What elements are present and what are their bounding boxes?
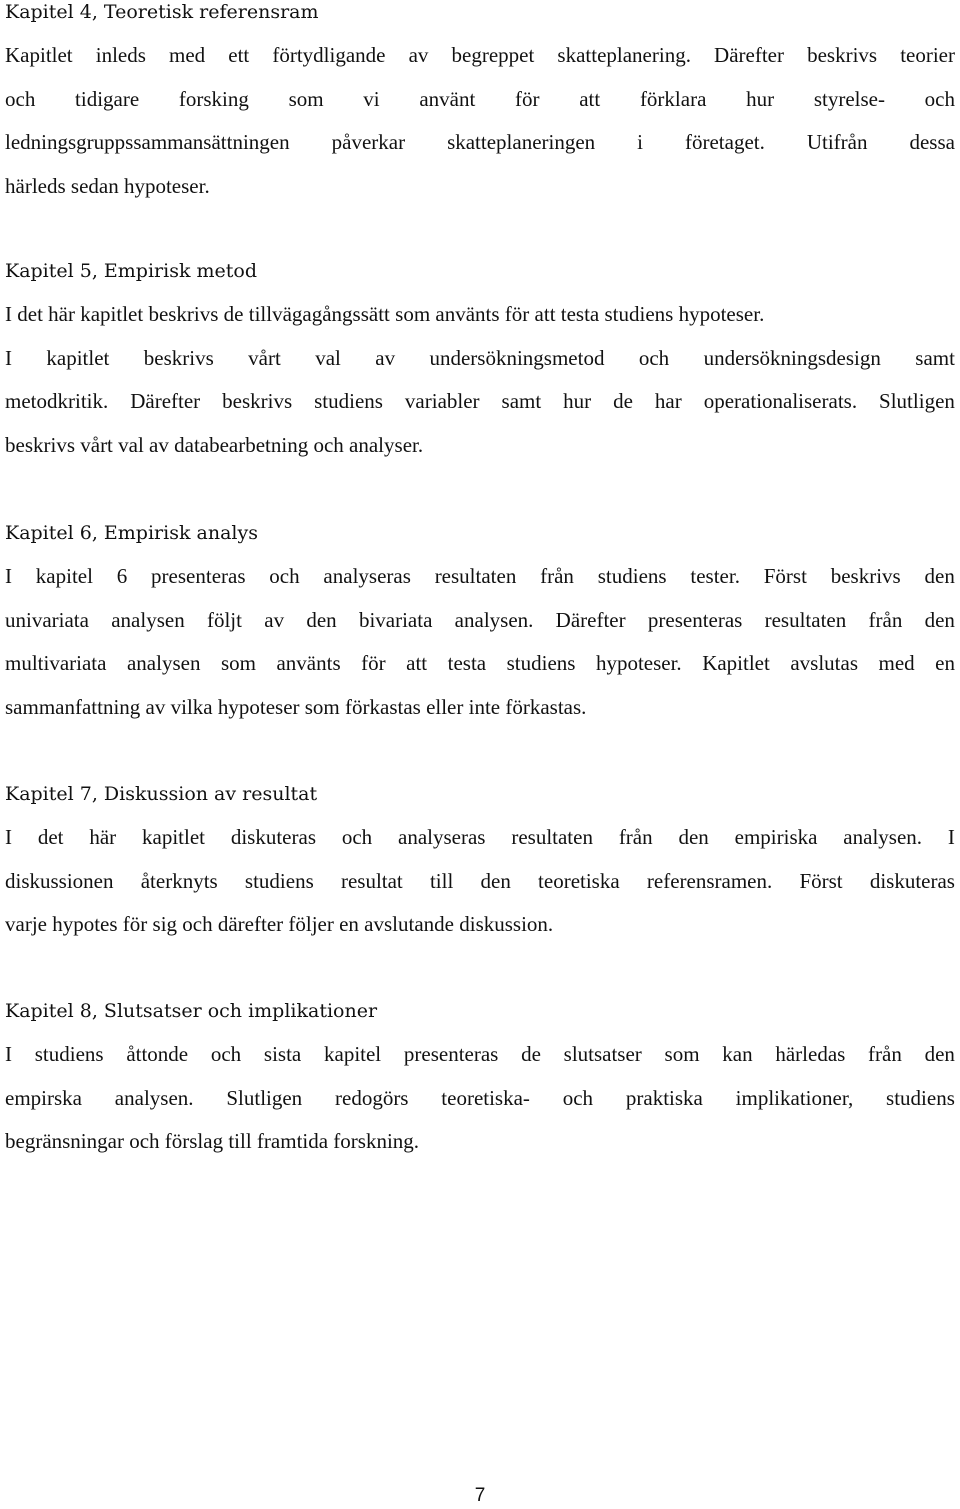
- word: att: [406, 651, 428, 675]
- word: begreppet: [451, 43, 535, 67]
- text-line: [5, 78, 955, 122]
- chapter-5-paragraph: [5, 293, 955, 467]
- word: studiens: [886, 1085, 955, 1110]
- word: redogörs: [335, 1085, 409, 1110]
- word: som: [288, 86, 324, 111]
- word: företaget.: [684, 130, 765, 154]
- word: i: [637, 130, 643, 154]
- text-line: [5, 34, 955, 78]
- word: testa: [447, 651, 487, 675]
- word: den: [480, 868, 511, 893]
- word: referensramen.: [646, 868, 773, 893]
- word: I: [947, 825, 955, 849]
- word: presenteras: [647, 607, 743, 632]
- word: och: [638, 345, 670, 370]
- word: analysen.: [454, 607, 534, 632]
- word: skatteplanering.: [557, 43, 691, 67]
- word: och: [562, 1085, 594, 1110]
- word: forsking: [178, 86, 249, 111]
- text-line: [5, 1077, 955, 1121]
- word: operationaliserats.: [703, 389, 858, 413]
- chapter-6-heading: Kapitel 6, Empirisk analys: [5, 522, 258, 544]
- word: åttonde: [126, 1042, 189, 1066]
- text-line: [5, 380, 955, 424]
- word: studiens: [244, 868, 314, 893]
- word: presenteras: [403, 1042, 499, 1066]
- word: analysen.: [114, 1085, 194, 1110]
- word: hypoteser.: [595, 651, 682, 675]
- word: implikationer,: [735, 1085, 854, 1110]
- word: beskrivs: [143, 345, 214, 370]
- word: använts: [276, 651, 341, 675]
- word: en: [935, 651, 955, 675]
- word: Därefter: [714, 43, 784, 67]
- chapter-5-section: [5, 259, 955, 467]
- word: från: [868, 1042, 902, 1066]
- word: förtydligande: [272, 43, 386, 67]
- word: och: [5, 86, 36, 111]
- word: och: [924, 86, 955, 111]
- word: för: [361, 651, 386, 675]
- word: val: [315, 345, 341, 370]
- word: analyseras: [398, 825, 486, 849]
- word: från: [540, 564, 574, 588]
- word: teoretiska: [538, 868, 620, 893]
- word: de: [521, 1042, 541, 1066]
- word: förklara: [639, 86, 707, 111]
- word: samt: [501, 389, 542, 413]
- word: resultaten: [764, 607, 847, 632]
- text-line: I det här kapitlet beskrivs de tillvägagångssätt som använts för att testa studiens hypoteser.: [5, 302, 765, 326]
- word: Kapitlet: [5, 43, 73, 67]
- word: för: [515, 86, 540, 111]
- word: härledas: [775, 1042, 846, 1066]
- word: de: [613, 389, 633, 413]
- word: resultaten: [434, 564, 517, 588]
- word: beskrivs: [830, 564, 901, 588]
- word: Först: [799, 868, 843, 893]
- word: vi: [363, 86, 380, 111]
- word: av: [264, 607, 285, 632]
- word: analysen: [126, 651, 201, 675]
- word: studiens: [34, 1042, 104, 1066]
- text-line: [5, 337, 955, 381]
- word: till: [429, 868, 454, 893]
- word: använt: [419, 86, 476, 111]
- word: studiens: [597, 564, 667, 588]
- word: hur: [746, 86, 775, 111]
- word: Slutligen: [879, 389, 955, 413]
- word: analysen: [111, 607, 185, 632]
- word: tidigare: [75, 86, 140, 111]
- text-line: begränsningar och förslag till framtida forskning.: [5, 1129, 420, 1153]
- word: av: [375, 345, 396, 370]
- chapter-6-section: [5, 521, 955, 729]
- word: med: [878, 651, 915, 675]
- text-line: [5, 860, 955, 904]
- text-line: [5, 642, 955, 686]
- word: kan: [722, 1042, 753, 1066]
- word: påverkar: [331, 130, 406, 154]
- word: av: [408, 43, 429, 67]
- word: empiriska: [734, 825, 818, 849]
- word: variabler: [404, 389, 480, 413]
- word: 6: [116, 564, 128, 588]
- word: I: [5, 564, 12, 588]
- word: från: [618, 825, 653, 849]
- text-line: beskrivs vårt val av databearbetning och analyser.: [5, 432, 424, 457]
- word: ett: [228, 43, 250, 67]
- word: undersökningsmetod: [429, 345, 605, 370]
- word: beskrivs: [222, 389, 293, 413]
- chapter-7-section: [5, 782, 955, 947]
- word: återknyts: [140, 868, 218, 893]
- word: undersökningsdesign: [703, 345, 881, 370]
- word: kapitlet: [142, 825, 205, 849]
- word: diskuteras: [230, 825, 316, 849]
- word: vårt: [248, 345, 281, 370]
- text-line: [5, 816, 955, 860]
- chapter-7-paragraph: [5, 816, 955, 947]
- chapter-4-paragraph: [5, 34, 955, 208]
- word: den: [306, 607, 337, 632]
- chapter-4-heading: Kapitel 4, Teoretisk referensram: [5, 1, 319, 23]
- text-line: [5, 121, 955, 165]
- word: empirska: [5, 1085, 82, 1110]
- text-line: härleds sedan hypoteser.: [5, 173, 210, 198]
- word: inleds: [95, 43, 146, 67]
- word: här: [89, 825, 117, 849]
- chapter-7-heading: Kapitel 7, Diskussion av resultat: [5, 783, 318, 805]
- text-line: varje hypotes för sig och därefter följer en avslutande diskussion.: [5, 912, 554, 936]
- word: I: [5, 1042, 12, 1066]
- word: multivariata: [5, 651, 107, 675]
- chapter-6-paragraph: [5, 555, 955, 729]
- word: Därefter: [130, 389, 201, 413]
- word: kapitlet: [46, 345, 110, 370]
- word: teoretiska-: [441, 1085, 530, 1110]
- word: slutsatser: [563, 1042, 642, 1066]
- word: diskuteras: [869, 868, 955, 893]
- word: den: [924, 1042, 955, 1066]
- word: analyseras: [323, 564, 411, 588]
- chapter-8-paragraph: [5, 1033, 955, 1164]
- word: det: [37, 825, 64, 849]
- word: har: [654, 389, 682, 413]
- word: Utifrån: [806, 130, 868, 154]
- text-line: [5, 555, 955, 599]
- word: och: [210, 1042, 242, 1066]
- word: med: [169, 43, 206, 67]
- word: resultat: [340, 868, 403, 893]
- word: ledningsgruppssammansättningen: [5, 130, 290, 154]
- word: Kapitlet: [702, 651, 770, 675]
- word: univariata: [5, 607, 89, 632]
- word: I: [5, 825, 12, 849]
- word: praktiska: [625, 1085, 703, 1110]
- word: studiens: [314, 389, 383, 413]
- word: och: [341, 825, 373, 849]
- text-line: [5, 1033, 955, 1077]
- word: Slutligen: [226, 1085, 303, 1110]
- word: metodkritik.: [5, 389, 109, 413]
- word: att: [579, 86, 601, 111]
- word: skatteplaneringen: [447, 130, 596, 154]
- chapter-8-section: [5, 999, 955, 1164]
- word: följt: [206, 607, 242, 632]
- word: analysen.: [843, 825, 923, 849]
- word: resultaten: [511, 825, 593, 849]
- page-number: 7: [474, 1485, 486, 1506]
- chapter-4-section: [5, 0, 955, 208]
- word: Därefter: [555, 607, 626, 632]
- word: beskrivs: [807, 43, 878, 67]
- word: bivariata: [358, 607, 433, 632]
- text-line: sammanfattning av vilka hypoteser som förkastas eller inte förkastas.: [5, 694, 587, 719]
- word: studiens: [506, 651, 576, 675]
- word: som: [220, 651, 256, 675]
- word: den: [924, 564, 955, 588]
- word: hur: [563, 389, 592, 413]
- word: avslutas: [790, 651, 858, 675]
- word: från: [868, 607, 903, 632]
- chapter-8-heading: Kapitel 8, Slutsatser och implikationer: [5, 1000, 378, 1022]
- word: kapitel: [324, 1042, 382, 1066]
- chapter-5-heading: Kapitel 5, Empirisk metod: [5, 260, 258, 282]
- word: presenteras: [151, 564, 246, 588]
- word: diskussionen: [5, 868, 114, 893]
- text-line: [5, 599, 955, 643]
- word: kapitel: [35, 564, 93, 588]
- word: dessa: [909, 130, 955, 154]
- word: I: [5, 345, 12, 370]
- word: tester.: [690, 564, 740, 588]
- word: den: [924, 607, 955, 632]
- word: och: [269, 564, 300, 588]
- word: den: [678, 825, 709, 849]
- word: samt: [915, 345, 955, 370]
- word: Först: [763, 564, 807, 588]
- word: som: [664, 1042, 700, 1066]
- word: styrelse-: [813, 86, 885, 111]
- word: teorier: [900, 43, 955, 67]
- word: sista: [263, 1042, 302, 1066]
